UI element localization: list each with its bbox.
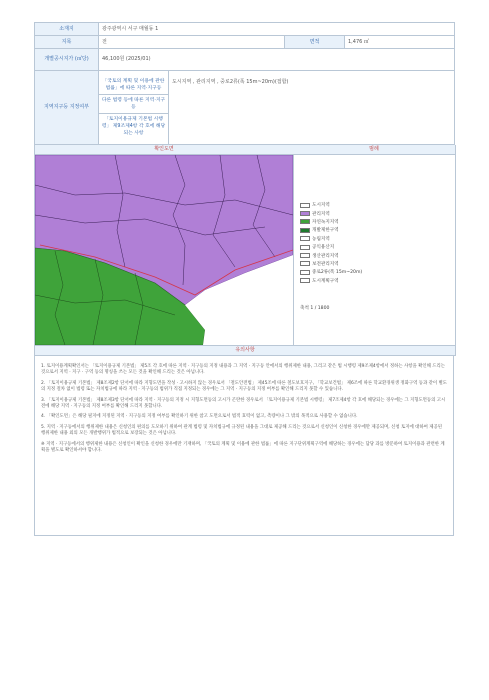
area-value: 1,476 ㎡: [345, 36, 455, 49]
legend-label: 중로2류(폭 15m~20m): [312, 270, 363, 276]
note-item: 5. 지역 · 지구등에서의 행위제한 내용은 신청인의 편의를 도모하기 위하여 관계 법령 및 자치법규에 규정된 내용을 그대로 제공해 드리는 것으로서 신청인이 신청한 경우에만 제공되며, 신청 토지에 대하여 제공된 행위제한 내용 외의 모든 개발행위가 법적으로 보장되는 것은 아닙니다.: [41, 424, 442, 437]
legend-list: [300, 201, 362, 285]
legend-label: 농림지역: [312, 236, 330, 242]
notes-body: [34, 356, 454, 536]
legend-item: [300, 260, 362, 268]
legend-label: 관리지역: [312, 211, 330, 217]
confirmation-map: [35, 155, 293, 345]
price-label: 개별공시지가 (㎡당): [35, 49, 99, 71]
land-use-certificate: [34, 22, 454, 536]
legend-swatch: [300, 253, 310, 258]
legend-item: [300, 251, 362, 259]
zoning-sub2-label: 다른 법령 등에 따른 지역·지구등: [99, 95, 168, 114]
legend-swatch: [300, 261, 310, 266]
notes-title: 유의사항: [34, 346, 456, 356]
legend-item: [300, 277, 362, 285]
legend-label: 개발제한구역: [312, 228, 339, 234]
legend-swatch: [300, 236, 310, 241]
legend-item: [300, 218, 362, 226]
note-item: 1. 토지이용계획확인서는 「토지이용규제 기본법」 제5조 각 호에 따른 지역 · 지구등의 지정 내용과 그 지역 · 지구등 안에서의 행위제한 내용, 그리고 같은 법 시행령 제9조제4항에서 정하는 사항을 확인해 드리는 것으로서 지역 · 지구 · 구역 등의 명칭을 쓰는 모든 것을 확인해 드리는 것은 아닙니다.: [41, 364, 445, 376]
legend-label: 도시계획구역: [312, 278, 339, 284]
legend-swatch: [300, 278, 310, 283]
zoning-sub3-label: 「토지이용규제 기본법 시행령」 제9조제4항 각 호에 해당되는 사항: [101, 117, 166, 136]
jimok-label: 지목: [35, 36, 99, 49]
map-section-header: [34, 145, 456, 155]
map-title: 확인도면: [154, 146, 174, 152]
jimok-value: 전: [99, 36, 285, 49]
legend-swatch: [300, 203, 310, 208]
legend-item: [300, 201, 362, 209]
note-item: ※ 지역 · 지구등에서의 행위제한 내용은 신청인이 확인을 신청한 경우에만 기재하며, 「국토의 계획 및 이용에 관한 법률」에 따른 지구단위계획구역에 해당하는 경우에는 담당 과를 방문하여 토지이용과 관련한 계획을 별도로 확인하셔야 합니다.: [41, 441, 445, 454]
map-scale: 축척 1 / 1800: [300, 306, 330, 311]
area-label: 면적: [285, 36, 345, 49]
location-label: 소재지: [35, 23, 99, 36]
map-drawing: [35, 155, 293, 345]
legend-item: [300, 268, 362, 276]
legend-label: 공익용산지: [312, 245, 335, 251]
legend-title: 범례: [369, 146, 379, 152]
legend-item: [300, 243, 362, 251]
legend-label: 도시지역: [312, 203, 330, 209]
legend-label: 보전관리지역: [312, 261, 339, 267]
legend-swatch: [300, 228, 310, 233]
info-table: [34, 22, 455, 145]
legend-swatch: [300, 245, 310, 250]
legend-swatch: [300, 270, 310, 275]
location-value: 광주광역시 서구 매월동 1: [99, 23, 455, 36]
zoning-value: 도시지역 , 관리지역 , 중로2류(폭 15m~20m)(접합): [169, 71, 455, 145]
zoning-sub1-label: 「국토의 계획 및 이용에 관한 법률」에 따른 지역·지구등: [99, 76, 168, 95]
zoning-label: 지역지구등 지정여부: [35, 71, 99, 145]
legend-item: [300, 235, 362, 243]
legend-swatch: [300, 211, 310, 216]
note-item: 4. 「확인도면」은 해당 필지에 지정된 지역 · 지구등의 지정 여부를 확인하기 위한 참고 도면으로서 법적 효력이 없고, 측량이나 그 밖의 목적으로 사용할 수 없습니다.: [41, 414, 358, 420]
legend-label: 자연녹지지역: [312, 219, 339, 225]
zoning-sub-labels: [99, 71, 169, 145]
map-area: [34, 155, 456, 346]
legend-swatch: [300, 219, 310, 224]
note-item: 2. 「토지이용규제 기본법」 제8조제2항 단서에 따라 지형도면을 작성 · 고시하지 않는 경우로서 「철도안전법」 제45조에 따른 철도보호지구, 「학교보건법」 제6조에 따른 학교환경위생 정화구역 등과 같이 별도의 지정 절차 없이 법령 또는 자치법규에 따라 지역 · 지구등의 범위가 직접 지정되는 경우에는 그 지역 · 지구등의 지정 여부를 확인해 드리지 못할 수 있습니다.: [41, 380, 447, 393]
note-item: 3. 「토지이용규제 기본법」 제8조제3항 단서에 따라 지역 · 지구등의 지정 시 지형도면등의 고시가 곤란한 경우로서 「토지이용규제 기본법 시행령」 제7조제4항 각 호에 해당되는 경우에는 그 지형도면등의 고시 전에 해당 지역 · 지구등의 지정 여부를 확인해 드리지 못합니다.: [41, 397, 446, 410]
legend-panel: [293, 155, 455, 345]
legend-item: [300, 209, 362, 217]
legend-item: [300, 226, 362, 234]
legend-label: 생산관리지역: [312, 253, 339, 259]
price-value: 46,100원 (2025/01): [99, 49, 455, 71]
